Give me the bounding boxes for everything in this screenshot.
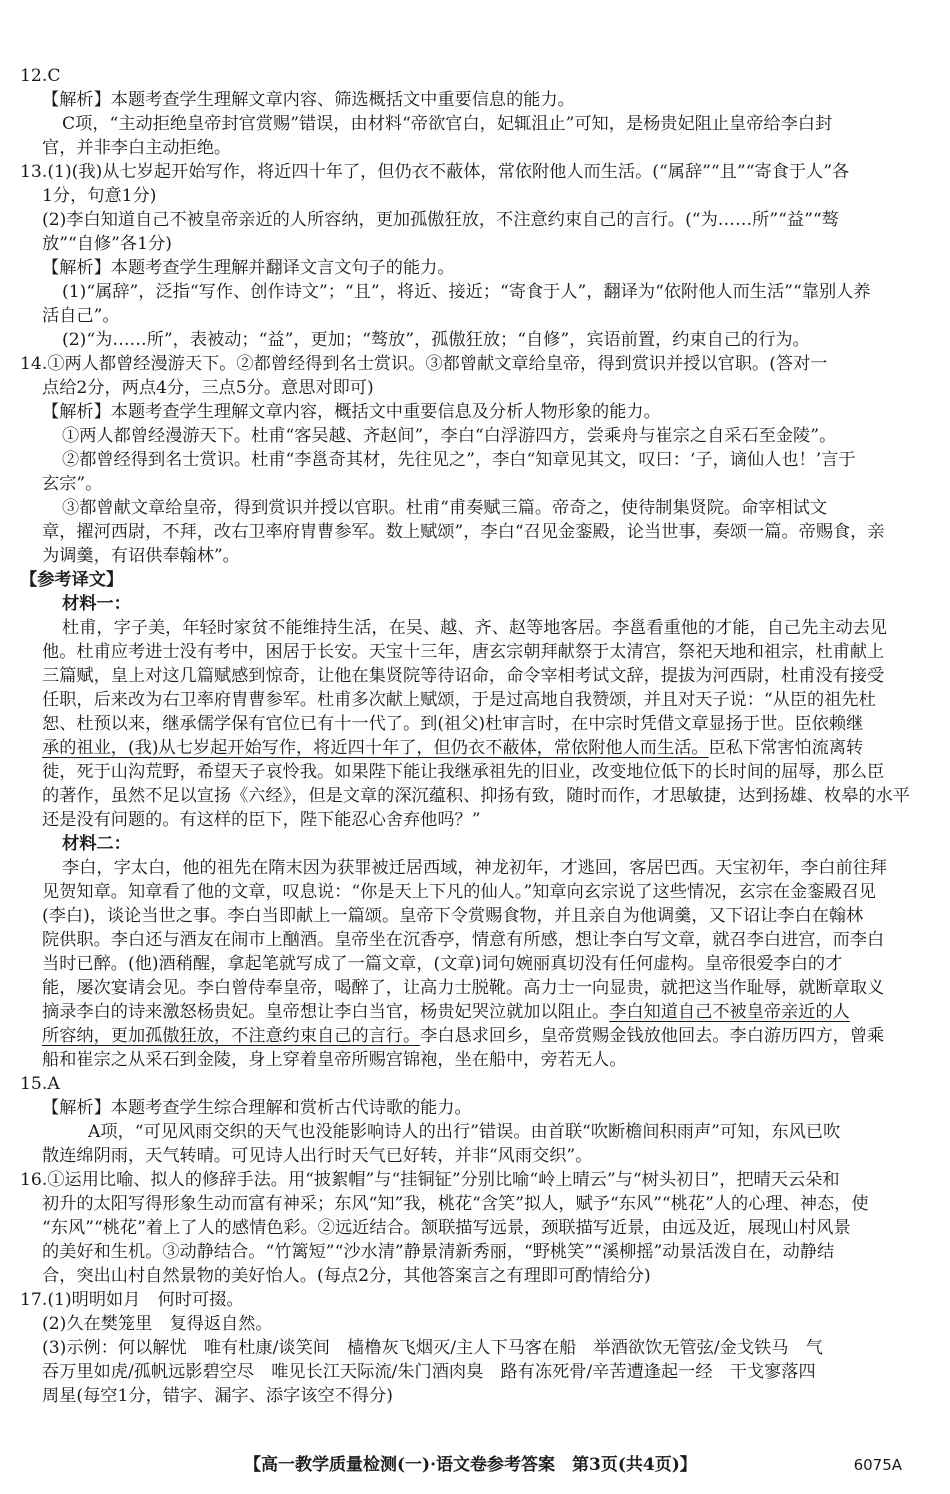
text-line: (2)李白知道自己不被皇帝亲近的人所容纳，更加孤傲狂放，不注意约束自己的言行。(“为……所”“益”“骜 [42,210,839,230]
text-line: (2)久在樊笼里 复得返自然。 [42,1314,273,1334]
text-line-with-underline [42,1000,935,1024]
text-line: 院供职。李白还与酒友在闹市上酗酒。皇帝坐在沉香亭，情意有所感，想让李白写文章，就召李白进宫，而李白 [42,930,885,950]
text-line: 还是没有问题的。有这样的臣下，陛下能忍心舍弃他吗？” [42,810,481,830]
text-line: A项，“可见风雨交织的天气也没能影响诗人的出行”错误。由首联“吹断檐间积雨声”可知，东风已吹 [88,1122,841,1142]
answer-14: 14.①两人都曾经漫游天下。②都曾经得到名士赏识。③都曾献文章给皇帝，得到赏识并授以官职。(答对一 [20,354,828,374]
text-line: 活自己”。 [42,306,120,326]
text-line: “东风”“桃花”着上了人的感情色彩。②远近结合。颔联描写远景，颈联描写近景，由远及近，展现山村风景 [42,1218,851,1238]
text-line: 散连绵阴雨，天气转晴。可见诗人出行时天气已好转，并非“风雨交织”。 [42,1146,593,1166]
text-line: 放”“自修”各1分) [42,234,172,254]
text-line: 吞万里如虎/孤帆远影碧空尽 唯见长江天际流/朱门酒肉臭 路有冻死骨/辛苦遭逢起一经 干戈寥落四 [42,1362,816,1382]
analysis-label: 【解析】本题考查学生理解文章内容、筛选概括文中重要信息的能力。 [42,90,575,110]
text-line: 章，擢河西尉，不拜，改右卫率府胄曹参军。数上赋颂”，李白“召见金銮殿，论当世事，奏颂一篇。帝赐食，亲 [42,522,885,542]
text-line: 任职，后来改为右卫率府胄曹参军。杜甫多次献上赋颂，于是过高地自我赞颂，并且对天子说：“从臣的祖先杜 [42,690,876,710]
text-line: C项，“主动拒绝皇帝封官赏赐”错误，由材料“帝欲官白，妃辄沮止”可知，是杨贵妃阻止皇帝给李白封 [62,114,833,134]
text-line: 船和崔宗之从采石到金陵，身上穿着皇帝所赐宫锦袍，坐在船中，旁若无人。 [42,1050,627,1070]
text-line: 的美好和生机。③动静结合。“竹篱短”“沙水清”静景清新秀丽，“野桃笑”“溪柳摇”动景活泼自在，动静结 [42,1242,835,1262]
answer-16: 16.①运用比喻、拟人的修辞手法。用“披絮帽”与“挂铜钲”分别比喻“岭上晴云”与“树头初日”，把晴天云朵和 [20,1170,840,1190]
text-line: 能，屡次宴请会见。李白曾侍奉皇帝，喝醉了，让高力士脱靴。高力士一向显贵，就把这当作耻辱，就断章取义 [42,978,885,998]
footer-title: 【高一教学质量检测(一)·语文卷参考答案 第3页(共4页)】 [244,1455,697,1475]
answer-15: 15.A [20,1074,60,1094]
text-line-with-underline [42,1024,935,1048]
text-line: (李白)，谈论当世之事。李白当即献上一篇颂。皇帝下令赏赐食物，并且亲自为他调羹，又下诏让李白在翰林 [42,906,864,926]
text-line: 杜甫，字子美，年轻时家贫不能维持生活，在吴、越、齐、赵等地客居。李邕看重他的才能，自己先主动去见 [62,618,888,638]
page-footer [0,1452,950,1478]
material-heading: 材料一： [62,594,131,614]
answer-17: 17.(1)明明如月 何时可掇。 [20,1290,244,1310]
section-heading: 【参考译文】 [20,570,124,590]
text-line: 合，突出山村自然景物的美好怡人。(每点2分，其他答案言之有理即可酌情给分) [42,1266,651,1286]
text-line: 见贺知章。知章看了他的文章，叹息说：“你是天上下凡的仙人。”知章向玄宗说了这些情况，玄宗在金銮殿召见 [42,882,876,902]
text-line: 1分，句意1分) [42,186,157,206]
text-line: ②都曾经得到名士赏识。杜甫“李邕奇其材，先往见之”，李白“知章见其文，叹曰：‘子，谪仙人也！’言于 [62,450,856,470]
text-line: 徙，死于山沟荒野，希望天子哀怜我。如果陛下能让我继承祖先的旧业，改变地位低下的长时间的屈辱，那么臣 [42,762,885,782]
analysis-label: 【解析】本题考查学生理解文章内容，概括文中重要信息及分析人物形象的能力。 [42,402,661,422]
material-heading: 材料二： [62,834,131,854]
underlined-sentence: 所容纳，更加孤傲狂放，不注意约束自己的言行。 [42,1026,421,1046]
text-line: 为调羹，有诏供奉翰林”。 [42,546,240,566]
text-line: 初升的太阳写得形象生动而富有神采；东风“知”我，桃花“含笑”拟人，赋予“东风”“桃花”人的心理、神态，使 [42,1194,869,1214]
text-line: ①两人都曾经漫游天下。杜甫“客吴越、齐赵间”，李白“白浮游四方，尝乘舟与崔宗之自采石至金陵”。 [62,426,837,446]
text-run: 臣私下常害怕流离转 [708,738,864,758]
text-line: 的著作，虽然不足以宣扬《六经》，但是文章的深沉蕴积、抑扬有致，随时而作，才思敏捷，达到扬雄、枚皋的水平 [42,786,910,806]
text-line: 李白，字太白，他的祖先在隋末因为获罪被迁居西域，神龙初年，才逃回，客居巴西。天宝初年，李白前往拜 [62,858,888,878]
text-run: 摘录李白的诗来激怒杨贵妃。皇帝想让李白当官，杨贵妃哭泣就加以阻止。 [42,1002,610,1022]
answer-13: 13.(1)(我)从七岁起开始写作，将近四十年了，但仍衣不蔽体，常依附他人而生活。(“属辞”“且”“寄食于人”各 [20,162,850,182]
text-run: 李白恳求回乡，皇帝赏赐金钱放他回去。李白游历四方，曾乘 [420,1026,885,1046]
text-line: 点给2分，两点4分，三点5分。意思对即可) [42,378,374,398]
analysis-label: 【解析】本题考查学生综合理解和赏析古代诗歌的能力。 [42,1098,472,1118]
text-line: 他。杜甫应考进士没有考中，困居于长安。天宝十三年，唐玄宗朝拜献祭于太清宫，祭祀天地和祖宗，杜甫献上 [42,642,885,662]
underlined-sentence: 李白知道自己不被皇帝亲近的人 [609,1002,850,1022]
text-line: 当时已醉。(他)酒稍醒，拿起笔就写成了一篇文章，(文章)词句婉丽真切没有任何虚构。皇帝很爱李白的才 [42,954,843,974]
text-line: 恕、杜预以来，继承儒学保有官位已有十一代了。到(祖父)杜审言时，在中宗时凭借文章显扬于世。臣依赖继 [42,714,864,734]
text-line: 官，并非李白主动拒绝。 [42,138,232,158]
text-line: 周星(每空1分，错字、漏字、添字该空不得分) [42,1386,393,1406]
footer-code: 6075A [853,1456,902,1474]
answer-12: 12.C [20,66,61,86]
text-line: ③都曾献文章给皇帝，得到赏识并授以官职。杜甫“甫奏赋三篇。帝奇之，使待制集贤院。命宰相试文 [62,498,828,518]
text-line: 三篇赋，皇上对这几篇赋感到惊奇，让他在集贤院等待诏命，命令宰相考试文辞，提拔为河西尉，杜甫没有接受 [42,666,885,686]
underlined-sentence: 承的祖业，(我)从七岁起开始写作，将近四十年了，但仍衣不蔽体，常依附他人而生活。 [42,738,709,758]
text-line: (2)“为……所”，表被动；“益”，更加；“骜放”，孤傲狂放；“自修”，宾语前置，约束自己的行为。 [62,330,810,350]
analysis-label: 【解析】本题考查学生理解并翻译文言文句子的能力。 [42,258,455,278]
text-line: (3)示例：何以解忧 唯有杜康/谈笑间 樯橹灰飞烟灭/主人下马客在船 举酒欲饮无管弦/金戈铁马 气 [42,1338,823,1358]
text-line: 玄宗”。 [42,474,103,494]
text-line-with-underline [42,736,935,760]
text-line: (1)“属辞”，泛指“写作、创作诗文”；“且”，将近、接近；“寄食于人”，翻译为“依附他人而生活”“靠别人养 [62,282,871,302]
